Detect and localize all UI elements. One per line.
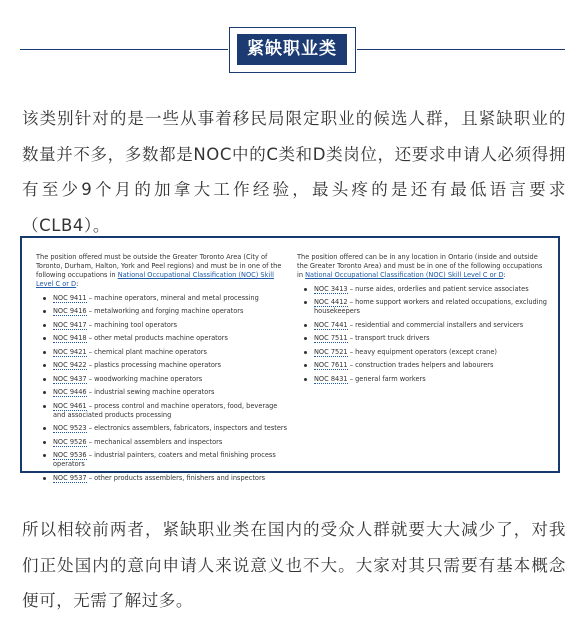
bullet-dot-icon <box>304 337 307 340</box>
section-header <box>0 0 585 100</box>
left-column-intro <box>36 253 290 289</box>
occupation-list-item <box>297 334 549 343</box>
occupation-description: – home support workers and related occupations, excluding housekeepers <box>314 298 547 315</box>
noc-code-link[interactable]: NOC 9421 <box>53 347 87 356</box>
noc-code-link[interactable]: NOC 9422 <box>53 361 87 369</box>
intro-paragraph: 该类别针对的是一些从事着移民局限定职业的候选人群，且紧缺职业的数量并不多，多数都是NOC中的C类和D类岗位，还要求申请人必须得拥有至少9个月的加拿大工作经验，最头疼的是还有最低语言要求（CLB4）。 <box>22 109 566 235</box>
noc-occupations-panel <box>20 236 560 482</box>
bullet-dot-icon <box>43 324 46 327</box>
noc-code-link[interactable]: NOC 9523 <box>53 424 87 432</box>
occupation-list-item <box>36 424 290 433</box>
occupation-list-item <box>297 348 549 357</box>
occupation-list-item <box>297 375 549 384</box>
occupation-list-item <box>36 474 290 483</box>
bullet-dot-icon <box>43 477 46 480</box>
bullet-dot-icon <box>43 310 46 313</box>
occupation-description: – woodworking machine operators <box>86 374 203 383</box>
occupation-list-item <box>36 388 290 397</box>
occupation-description: – electronics assemblers, fabricators, inspectors and testers <box>86 424 288 432</box>
gta-outside-column <box>36 253 290 483</box>
bullet-dot-icon <box>43 391 46 394</box>
right-column-intro <box>297 253 549 280</box>
header-divider-right <box>357 49 565 50</box>
closing-paragraph: 所以相较前两者，紧缺职业类在国内的受众人群就要大大减少了，对我们正处国内的意向申请人来说意义也不大。大家对其只需要有基本概念便可，无需了解过多。 <box>22 520 566 610</box>
left-intro-text: The position offered must be outside the Greater Toronto Area (City of Toronto, Durham, Halton, York and Peel regions) and must be in one of the following occupations in <box>36 253 282 279</box>
noc-code-link[interactable]: NOC 7441 <box>314 320 348 329</box>
noc-code-link[interactable]: NOC 4412 <box>314 298 348 306</box>
occupation-list-item <box>36 307 290 316</box>
occupation-description: – machine operators, mineral and metal processing <box>86 293 259 302</box>
occupation-list-item <box>36 321 290 330</box>
ontario-anywhere-column <box>297 253 549 384</box>
bullet-dot-icon <box>304 351 307 354</box>
noc-code-link[interactable]: NOC 9461 <box>53 401 87 410</box>
occupation-description: – chemical plant machine operators <box>86 347 207 356</box>
bullet-dot-icon <box>43 405 46 408</box>
occupation-list-item <box>297 285 549 294</box>
occupation-description: – heavy equipment operators (except crane) <box>347 347 497 356</box>
occupation-description: – other products assemblers, finishers and inspectors <box>86 473 266 482</box>
occupation-list-item <box>36 451 290 469</box>
bullet-dot-icon <box>43 351 46 354</box>
noc-code-link[interactable]: NOC 7511 <box>314 334 348 342</box>
noc-code-link[interactable]: NOC 9437 <box>53 374 87 383</box>
bullet-dot-icon <box>43 364 46 367</box>
right-intro-end: : <box>503 271 506 279</box>
occupation-list-item <box>297 321 549 330</box>
occupation-description: – general farm workers <box>347 374 426 383</box>
bullet-dot-icon <box>43 427 46 430</box>
occupation-list-item <box>36 294 290 303</box>
noc-code-link[interactable]: NOC 8431 <box>314 374 348 383</box>
occupation-description: – industrial sewing machine operators <box>86 388 215 396</box>
occupation-description: – transport truck drivers <box>347 334 430 342</box>
right-intro-text: The position offered can be in any location in Ontario (inside and outside the Greater Toronto Area) and must be in one of the following occupations in <box>297 253 543 279</box>
noc-code-link[interactable]: NOC 7611 <box>314 361 348 369</box>
right-noc-classification-link[interactable]: National Occupational Classification (NOC) Skill Level C or D <box>305 271 504 279</box>
occupation-description: – residential and commercial installers and servicers <box>347 320 524 329</box>
noc-code-link[interactable]: NOC 9411 <box>53 293 87 302</box>
header-title-frame <box>229 27 356 73</box>
left-occupation-list <box>36 294 290 483</box>
occupation-description: – process control and machine operators, food, beverage and associated products processing <box>53 401 278 419</box>
noc-code-link[interactable]: NOC 9446 <box>53 388 87 396</box>
noc-code-link[interactable]: NOC 9417 <box>53 320 87 329</box>
noc-code-link[interactable]: NOC 3413 <box>314 284 348 293</box>
occupation-list-item <box>36 334 290 343</box>
header-divider-left <box>20 49 228 50</box>
bullet-dot-icon <box>43 454 46 457</box>
bullet-dot-icon <box>43 337 46 340</box>
occupation-list-item <box>36 361 290 370</box>
occupation-list-item <box>36 402 290 420</box>
noc-code-link[interactable]: NOC 9526 <box>53 437 87 446</box>
noc-code-link[interactable]: NOC 7521 <box>314 347 348 356</box>
occupation-description: – construction trades helpers and labourers <box>347 361 494 369</box>
bullet-dot-icon <box>304 288 307 291</box>
noc-code-link[interactable]: NOC 9416 <box>53 307 87 315</box>
bullet-dot-icon <box>304 378 307 381</box>
bullet-dot-icon <box>304 364 307 367</box>
bullet-dot-icon <box>43 378 46 381</box>
occupation-list-item <box>297 298 549 316</box>
right-occupation-list <box>297 285 549 384</box>
occupation-description: – mechanical assemblers and inspectors <box>86 437 223 446</box>
section-title: 紧缺职业类 <box>237 34 347 65</box>
left-intro-end: : <box>76 280 79 288</box>
occupation-description: – machining tool operators <box>86 320 178 329</box>
occupation-list-item <box>297 361 549 370</box>
bullet-dot-icon <box>43 441 46 444</box>
occupation-description: – other metal products machine operators <box>86 334 228 342</box>
occupation-description: – metalworking and forging machine operators <box>86 307 244 315</box>
bullet-dot-icon <box>304 324 307 327</box>
occupation-description: – nurse aides, orderlies and patient service associates <box>347 284 529 293</box>
bullet-dot-icon <box>304 301 307 304</box>
bullet-dot-icon <box>43 297 46 300</box>
noc-code-link[interactable]: NOC 9536 <box>53 451 87 459</box>
occupation-list-item <box>36 348 290 357</box>
occupation-description: – industrial painters, coaters and metal finishing process operators <box>53 451 276 468</box>
noc-code-link[interactable]: NOC 9537 <box>53 473 87 482</box>
noc-code-link[interactable]: NOC 9418 <box>53 334 87 342</box>
occupation-description: – plastics processing machine operators <box>86 361 222 369</box>
occupation-list-item <box>36 375 290 384</box>
occupation-list-item <box>36 438 290 447</box>
left-noc-classification-link[interactable]: National Occupational Classification (NOC) Skill Level C or D <box>36 271 274 288</box>
